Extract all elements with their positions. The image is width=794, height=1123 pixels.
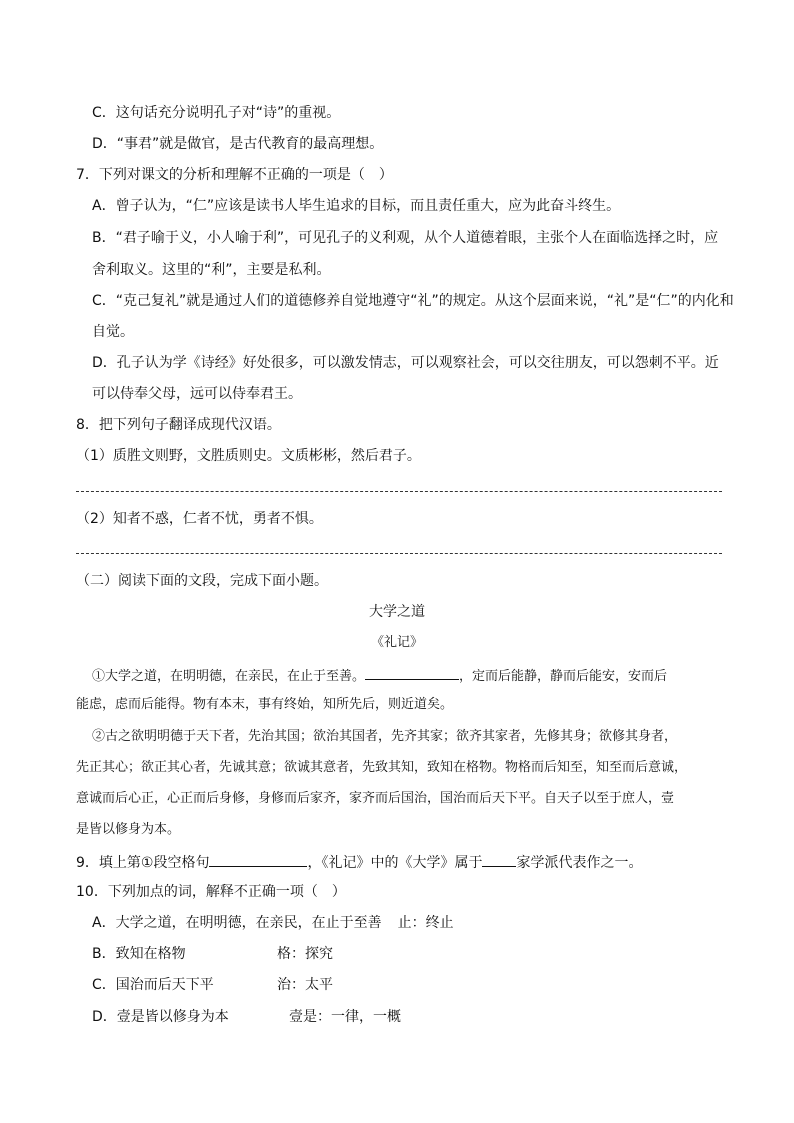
passage-p2-line1: ②古之欲明明德于天下者，先治其国；欲治其国者，先齐其家；欲齐其家者，先修其身；欲修其身者， (92, 729, 678, 744)
passage-p1-line2: 能虑，虑而后能得。物有本末，事有终始，知所先后，则近道矣。 (76, 697, 454, 712)
answer-line-2[interactable] (76, 553, 722, 554)
q9-blank-2[interactable] (482, 852, 516, 867)
passage-p1-line1 (92, 665, 667, 686)
q10-stem: 10．下列加点的词，解释不正确一项（ ） (76, 884, 346, 900)
q9-part1: 9．填上第①段空格句 (76, 855, 210, 871)
passage-p2-line4: 是皆以修身为本。 (76, 822, 181, 837)
q10-option-a-text: A．大学之道，在明明德，在亲民，在止于至善 (92, 915, 382, 931)
passage-p1-line1-a: ①大学之道，在明明德，在亲民，在止于至善。 (92, 669, 366, 684)
q10-option-c-gloss: 治：太平 (277, 977, 333, 993)
q7-option-b-line2: 舍利取义。这里的“利”，主要是私利。 (92, 262, 331, 278)
q7-option-c-line2: 自觉。 (92, 324, 134, 340)
answer-line-1[interactable] (76, 491, 722, 492)
passage-blank[interactable] (365, 665, 459, 680)
q7-option-d-line2: 可以侍奉父母，远可以侍奉君王。 (92, 386, 302, 402)
passage-p2-line2: 先正其心；欲正其心者，先诚其意；欲诚其意者，先致其知，致知在格物。物格而后知至，知至而后意诚， (76, 760, 688, 775)
q9-stem (76, 852, 642, 872)
q9-part3: 家学派代表作之一。 (516, 855, 643, 871)
q9-part2: ，《礼记》中的《大学》属于 (307, 855, 483, 871)
q9-blank-1[interactable] (209, 852, 307, 867)
q10-option-b-gloss: 格：探究 (277, 946, 333, 962)
q7-stem: 7．下列对课文的分析和理解不正确的一项是（ ） (76, 167, 393, 183)
q8-stem: 8．把下列句子翻译成现代汉语。 (76, 417, 281, 433)
q10-option-b-text: B．致知在格物 (92, 946, 186, 962)
passage-source: 《礼记》 (370, 635, 423, 650)
q6-option-c: C．这句话充分说明孔子对“诗”的重视。 (92, 105, 341, 121)
q7-option-a: A．曾子认为，“仁”应该是读书人毕生追求的目标，而且责任重大，应为此奋斗终生。 (92, 198, 621, 214)
q10-option-c-text: C．国治而后天下平 (92, 977, 214, 993)
q7-option-c-line1: C．“克己复礼”就是通过人们的道德修养自觉地遵守“礼”的规定。从这个层面来说，“礼”是“仁”的内化和 (92, 293, 734, 309)
q10-option-a (92, 914, 454, 932)
q7-option-b-line1: B．“君子喻于义，小人喻于利”，可见孔子的义利观，从个人道德着眼，主张个人在面临选择之时，应 (92, 230, 719, 246)
passage-p2-line3: 意诚而后心正，心正而后身修，身修而后家齐，家齐而后国治，国治而后天下平。自天子以至于庶人，壹 (76, 791, 675, 806)
passage-title: 大学之道 (369, 604, 425, 620)
q8-sentence-2: （2）知者不惑，仁者不忧，勇者不惧。 (76, 511, 323, 527)
q10-option-a-gloss: 止：终止 (397, 915, 454, 931)
section-heading: （二）阅读下面的文段，完成下面小题。 (76, 573, 328, 589)
q7-option-d-line1: D．孔子认为学《诗经》好处很多，可以激发情志，可以观察社会，可以交往朋友，可以怨刺不平。近 (92, 355, 719, 371)
q8-sentence-1: （1）质胜文则野，文胜质则史。文质彬彬，然后君子。 (76, 448, 421, 464)
q10-option-d-text: D．壹是皆以修身为本 (92, 1009, 229, 1025)
q10-option-d-gloss: 壹是：一律，一概 (289, 1009, 401, 1025)
passage-p1-line1-b: ，定而后能静，静而后能安，安而后 (459, 669, 668, 684)
q6-option-d: D．“事君”就是做官，是古代教育的最高理想。 (92, 136, 384, 152)
